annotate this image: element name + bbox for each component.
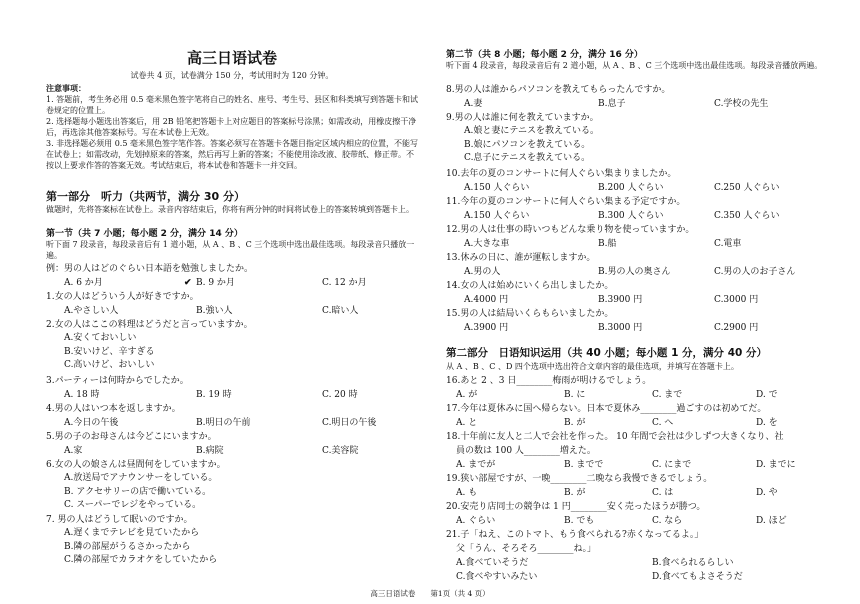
option-a: A.男の人	[464, 267, 501, 277]
option-c: C. まで	[652, 390, 683, 400]
option-b: B.食べられるらしい	[652, 558, 734, 568]
question-12-options	[446, 237, 840, 251]
option-c: C. へ	[652, 418, 674, 428]
question-3: 3.パーティーは何時からでしたか。	[46, 376, 189, 386]
option-b: B. までで	[564, 460, 604, 470]
option-a: A. 6 か月	[64, 278, 103, 288]
option-a: A.3900 円	[464, 323, 509, 333]
option-b: B. 19 時	[196, 390, 232, 400]
option-a: A. 18 時	[64, 390, 100, 400]
option-c: C. スーパーでレジをやっている。	[64, 500, 202, 510]
question-4: 4.男の人はいつ本を返しますか。	[46, 404, 181, 414]
option-a: A. と	[456, 418, 478, 428]
option-c: C. なら	[652, 516, 683, 526]
option-c: C.250 人ぐらい	[714, 183, 780, 193]
page-title: 高三日语试卷	[186, 49, 277, 67]
option-b: B. が	[564, 418, 586, 428]
option-b: B.300 人ぐらい	[598, 211, 664, 221]
question-13: 13.休みの日に、誰が運転しますか。	[446, 253, 596, 263]
question-8-options	[446, 97, 840, 111]
question-11: 11.今年の夏のコンサートに何人ぐらい集まる予定ですか。	[446, 197, 686, 207]
question-7-options	[46, 527, 217, 568]
question-8: 8.男の人は誰からパソコンを教えてもらったんですか。	[446, 85, 671, 95]
option-b: B.明日の午前	[196, 418, 251, 428]
option-b: B.200 人ぐらい	[598, 183, 664, 193]
section2-intro: 听下面 4 段录音，每段录音后有 2 道小题，从 A 、B 、C 三个选项中选出最佳选项。每段录音播放两遍。	[446, 61, 823, 70]
question-2: 2.女の人はここの料理はどうだと言っていますか。	[46, 320, 253, 330]
option-a: A.遅くまでテレビを見ていたから	[64, 528, 200, 538]
question-6-options	[46, 472, 217, 513]
question-14-options	[446, 293, 840, 307]
notes-heading: 注意事项：	[46, 83, 86, 93]
option-b: B.強い人	[196, 306, 233, 316]
question-18-options	[446, 458, 840, 472]
option-c: C.美容院	[322, 446, 359, 456]
section1-heading: 第一节（共 7 小题；每小题 2 分，满分 14 分）	[46, 229, 243, 239]
question-12: 12.男の人は仕事の時いつもどんな乗り物を使っていますか。	[446, 225, 695, 235]
question-15: 15.男の人は結局いくらもらいましたか。	[446, 309, 614, 319]
question-17-options	[446, 416, 840, 430]
option-c: C.高いけど、おいしい	[64, 360, 155, 370]
option-b: B.船	[598, 239, 617, 249]
option-a: A. ぐらい	[456, 516, 496, 526]
option-c: C. 20 時	[322, 390, 358, 400]
option-c: C.男の人のお子さん	[714, 267, 796, 277]
option-c: C. 12 か月	[322, 278, 367, 288]
option-a: A.放送局でアナウンサーをしている。	[64, 473, 218, 483]
question-18: 18.十年前に友人と二人で会社を作った。 10 年間で会社は少しずつ大きくなり、社	[446, 432, 784, 442]
option-c: C.暗い人	[322, 306, 359, 316]
option-c: C.2900 円	[714, 323, 759, 333]
question-20-options	[446, 514, 840, 528]
question-21: 21.子「ねえ、このトマト、もう食べられる?赤くなってるよ。」	[446, 530, 704, 540]
option-b: B. 9 か月	[196, 278, 235, 288]
page-footer: 高三日语试卷 第1页（共 4 页）	[370, 589, 490, 598]
option-b: B.病院	[196, 446, 224, 456]
option-a: A.やさしい人	[64, 306, 119, 316]
option-c: C.3000 円	[714, 295, 759, 305]
option-b: B.安いけど、辛すぎる	[64, 346, 155, 357]
option-d: D.食べてもよさそうだ	[652, 572, 743, 582]
option-c: C.電車	[714, 239, 742, 249]
question-14: 14.女の人は始めにいくら出しましたか。	[446, 281, 614, 291]
option-d: D. ほど	[756, 516, 787, 526]
question-21-options-ab	[446, 556, 840, 570]
option-a: A.今日の午後	[64, 418, 119, 428]
option-b: B.隣の部屋がうるさかったから	[64, 541, 191, 552]
option-a: A. までが	[456, 460, 496, 470]
example-question: 例：男の人はどのぐらい日本語を勉強しましたか。	[46, 264, 254, 274]
question-9: 9.男の人は誰に何を教えていますか。	[446, 113, 599, 123]
question-10-options	[446, 181, 840, 195]
question-1-options	[46, 304, 418, 318]
option-b: B. アクセサリーの店で働いている。	[64, 486, 212, 497]
option-d: D. までに	[756, 460, 796, 470]
question-18-continued: 員の数は 100 人________増えた。	[456, 446, 596, 456]
question-7: 7. 男の人はどうして眠いのですか。	[46, 515, 193, 525]
option-b: B.3000 円	[598, 323, 643, 333]
option-b: B. でも	[564, 516, 595, 526]
question-10: 10.去年の夏のコンサートに何人ぐらい集まりましたか。	[446, 169, 677, 179]
option-a: A.家	[64, 446, 83, 456]
option-b: B. に	[564, 390, 586, 400]
question-17: 17.今年は夏休みに国へ帰らない。日本で夏休み________過ごすのは初めてだ。	[446, 404, 767, 414]
option-b: B.息子	[598, 99, 626, 109]
exam-subtitle: 试卷共 4 页，试卷满分 150 分，考试用时为 120 分钟。	[130, 71, 334, 80]
option-a: A.150 人ぐらい	[464, 211, 530, 221]
option-a: A.4000 円	[464, 295, 509, 305]
part1-intro: 做题时，先将答案标在试卷上。录音内容结束后，你将有两分钟的时间将试卷上的答案转填到答题卡上。	[46, 205, 414, 214]
option-a: A. が	[456, 390, 478, 400]
question-16-options	[446, 388, 840, 402]
section2-heading: 第二节（共 8 小题；每小题 2 分，满分 16 分）	[446, 50, 643, 60]
note-item: 1. 答题前，考生务必用 0.5 毫米黑色签字笔将自己的姓名、座号、考生号、县区和科类填写到答题卡和试卷规定的位置上。	[46, 95, 418, 115]
option-a: A.150 人ぐらい	[464, 183, 530, 193]
part2-intro: 从 A 、B 、C 、D 四个选项中选出符合文章内容的最佳选项，并填写在答题卡上。	[446, 362, 739, 371]
option-d: D. で	[756, 390, 778, 400]
part1-heading: 第一部分 听力（共两节，满分 30 分）	[46, 190, 245, 203]
note-item: 2. 选择题每小题选出答案后，用 2B 铅笔把答题卡上对应题目的答案标号涂黑；如需改动，用橡皮擦干净后，再选涂其他答案标号。写在本试卷上无效。	[46, 117, 417, 137]
option-c: C.隣の部屋でカラオケをしていたから	[64, 555, 218, 565]
option-a: A.妻	[464, 99, 483, 109]
option-a: A.大きな車	[464, 239, 510, 249]
question-20: 20.安売り店同士の競争は 1 円________安く売ったほうが勝つ。	[446, 502, 706, 512]
section1-intro: 听下面 7 段录音，每段录音后有 1 道小题，从 A 、B 、C 三个选项中选出最佳选项。每段录音只播放一遍。	[46, 240, 415, 260]
option-c: C.350 人ぐらい	[714, 211, 780, 221]
note-item: 3. 非选择题必须用 0.5 毫米黑色签字笔作答。答案必须写在答题卡各题目指定区域内相应的位置，不能写在试卷上；如需改动，先划掉原来的答案，然后再写上新的答案；不能使用涂改液、胶带纸、修正带。不按以上要求作答的答案无效。考试结束后，将本试卷和答题卡一并交回。	[46, 139, 418, 170]
question-19: 19.狭い部屋ですが、一晩________二晩なら我慢できるでしょう。	[446, 474, 713, 484]
question-4-options	[46, 416, 418, 430]
option-a: A.食べていそうだ	[456, 558, 529, 568]
question-11-options	[446, 209, 840, 223]
question-3-options	[46, 388, 418, 402]
question-5: 5.男の子のお母さんは今どこにいますか。	[46, 432, 217, 442]
option-c: C.明日の午後	[322, 418, 377, 428]
option-c: C.学校の先生	[714, 99, 769, 109]
option-b: B.娘にパソコンを教えている。	[464, 139, 591, 150]
question-21-continued: 父「うん、そろそろ________ね。」	[456, 544, 597, 554]
question-16: 16.あと 2 、3 日________梅雨が明けるでしょう。	[446, 376, 652, 386]
option-a: A.安くておいしい	[64, 333, 137, 343]
question-6: 6.女の人の娘さんは昼間何をしていますか。	[46, 460, 226, 470]
option-b: B.3900 円	[598, 295, 643, 305]
option-d: D. を	[756, 418, 778, 428]
example-options	[46, 276, 418, 290]
question-13-options	[446, 265, 840, 279]
option-d: D. や	[756, 488, 778, 498]
option-b: B. が	[564, 488, 586, 498]
question-9-options	[446, 125, 599, 166]
question-1: 1.女の人はどういう人が好きですか。	[46, 292, 199, 302]
question-19-options	[446, 486, 840, 500]
option-c: C.息子にテニスを教えている。	[464, 153, 591, 163]
question-21-options-cd	[446, 570, 840, 584]
option-a: A. も	[456, 488, 478, 498]
option-a: A.娘と妻にテニスを教えている。	[464, 126, 600, 136]
option-c: C.食べやすいみたい	[456, 572, 538, 582]
option-b: B.男の人の奥さん	[598, 267, 671, 277]
question-15-options	[446, 321, 840, 335]
question-5-options	[46, 444, 418, 458]
option-c: C. にまで	[652, 460, 692, 470]
option-c: C. は	[652, 488, 674, 498]
question-2-options	[46, 332, 154, 373]
check-icon: ✔	[184, 278, 192, 288]
part2-heading: 第二部分 日语知识运用（共 40 小题；每小题 1 分，满分 40 分）	[446, 347, 767, 359]
